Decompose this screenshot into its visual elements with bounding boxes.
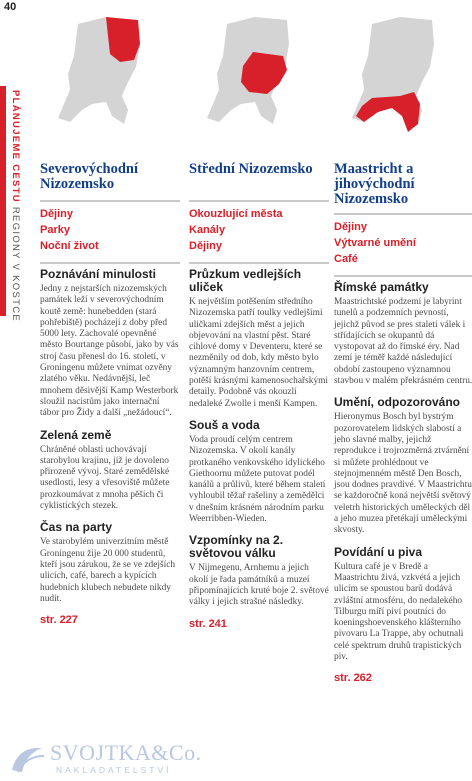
page-reference[interactable]: str. 227 bbox=[40, 614, 78, 627]
highlight-item: Kanály bbox=[189, 224, 226, 236]
publisher-tagline: NAKLADATELSTVÍ bbox=[56, 765, 172, 775]
section-heading: Zelená země bbox=[40, 427, 112, 442]
region-column-southeast bbox=[334, 0, 472, 781]
section-body: Jedny z nejstarších nizozemských památek leží v severovýchodním koutě země: hunebedden (stará pohřebiště) pocházejí z doby před 5000 lety. Zachovalé opevněné město Bourtange působí, jako by vás stroj času přenesl do 16. století, v Groningenu můžete vnímat ozvěny zlatého věku. Nedávnější, leč mnohem děsivější Kamp Westerbork sloužil nacistům jako internační tábor pro Židy a další „nežádoucí“. bbox=[40, 284, 179, 419]
highlights-divider bbox=[189, 262, 329, 264]
highlights-list bbox=[334, 219, 472, 267]
section-body: K největším potěšením středního Nizozemska patří toulky vedlejšími uličkami zdejších měst a jejich objevování na vlastní pěst. Staré cihlové domy v Deventeru, které se nezměnily od dob, kdy město bylo významným hanzovním centrem, potěší krásnými kamenosochařskými detaily. Podobně vás okouzlí nedaleké Zwolle i menší Kampen. bbox=[189, 297, 329, 409]
section-heading: Poznávání minulosti bbox=[40, 267, 157, 281]
highlight-item: Café bbox=[334, 253, 358, 265]
page-number: 40 bbox=[4, 1, 17, 13]
highlight-item: Okouzlující města bbox=[189, 208, 283, 220]
highlight-item: Výtvarné umění bbox=[334, 237, 416, 249]
section-body: V Nijmegenu, Arnhemu a jejich okolí je řada památníků a muzeí připomínajících kruté boje 2. světové války i jejich strašné následky. bbox=[189, 563, 329, 608]
section-body: Maastrichtské podzemí je labyrint tunelů a podzemních pevností, jejichž původ se pres staletí válek i střídajících se okupantů dá vystopovat až do římské éry. Nad zemí je téměř každé následující období zastoupeno významnou stavbou v malém překrásném centru. bbox=[334, 297, 472, 387]
section-body: Chráněné oblasti uchovávají starobylou krajinu, jíž je dovoleno přirozeně vývoj. Staré zemědělské usedlosti, lesy a vřesoviště můžete prozkoumávat z mnoha pěších či cyklistických stezek. bbox=[40, 444, 170, 512]
page-reference[interactable]: str. 262 bbox=[334, 672, 372, 685]
publisher-logo bbox=[6, 738, 216, 780]
section-body: Voda proudí celým centrem Nizozemska. V okolí kanály protkaného venkovského idylického Giethoornu můžete putovat podél kanálů a průlivů, které během staletí vyhloubil těžař rašeliny a zemědělci v dnešním krásném národním parku Weerribben-Wieden. bbox=[189, 434, 326, 525]
region-map-northeast bbox=[48, 12, 143, 137]
highlights-list bbox=[189, 206, 329, 254]
region-title: Střední Nizozemsko bbox=[189, 161, 313, 177]
section-body: Ve starobylém univerzitním městě Groningenu žije 20 000 studentů, kteří jsou zárukou, že se ve zdejších ulicích, café, barech a kypících hudebních klubech nebudete nikdy nudit. bbox=[40, 537, 176, 604]
region-map-southeast bbox=[342, 12, 437, 137]
section-heading: Vzpomínky na 2. světovou válku bbox=[189, 533, 284, 561]
section-heading: Souš a voda bbox=[189, 417, 260, 432]
title-divider bbox=[189, 200, 329, 202]
highlights-divider bbox=[334, 275, 472, 277]
page-reference[interactable]: str. 241 bbox=[189, 617, 227, 630]
section-heading: Povídání u piva bbox=[334, 544, 423, 559]
side-tab-subsection: REGIONY V KOSTCE bbox=[10, 206, 21, 323]
region-map-central bbox=[197, 12, 292, 137]
highlight-item: Dějiny bbox=[40, 208, 74, 220]
side-chapter-tab bbox=[0, 86, 19, 446]
region-column-central bbox=[189, 0, 329, 781]
section-heading: Průzkum vedlejších uliček bbox=[189, 267, 302, 294]
side-tab-section: PLÁNUJEME CESTU bbox=[10, 90, 21, 203]
highlights-list bbox=[40, 206, 180, 254]
title-divider bbox=[40, 200, 180, 202]
region-column-northeast bbox=[40, 0, 180, 781]
highlight-item: Dějiny bbox=[334, 221, 368, 233]
region-title: Severovýchodní Nizozemsko bbox=[40, 161, 139, 192]
side-tab-text bbox=[2, 90, 24, 322]
publisher-emblem-icon bbox=[8, 742, 46, 776]
section-heading: Čas na party bbox=[40, 520, 113, 535]
highlights-divider bbox=[40, 262, 180, 264]
section-body: Hieronymus Bosch byl bystrým pozorovatelem lidských slabostí a jeho slavné malby, jejichž reprodukce i trojrozměrná ztvárnění si můžete prohlédnout ve stejnojmenném městě Den Bosch, jsou dodnes pravdivé. V Maastrichtu se každoročně koná největší světový veletrh historických uměleckých děl a jeho muzea přetékají uměleckými skvosty. bbox=[334, 412, 472, 536]
section-heading: Římské památky bbox=[334, 280, 429, 294]
highlight-item: Noční život bbox=[40, 240, 99, 252]
publisher-name: SVOJTKA&Co. bbox=[50, 740, 202, 765]
section-heading: Umění, odpozorováno bbox=[334, 395, 460, 410]
region-title: Maastricht a jihovýchodní Nizozemsko bbox=[334, 161, 415, 207]
highlight-item: Dějiny bbox=[189, 240, 223, 252]
title-divider bbox=[334, 213, 472, 215]
section-body: Kultura café je v Bredě a Maastrichtu živá, vzkvétá a jejich ulicím se spoustou barů dodává zvláštní atmosféru, do nedalekého Tilburgu míří piví poutníci do koeningshoevenského klášterního pivovaru La Trappe, aby ochutnali celé spektrum druhů trapistických piv. bbox=[334, 561, 464, 663]
highlight-item: Parky bbox=[40, 224, 70, 236]
